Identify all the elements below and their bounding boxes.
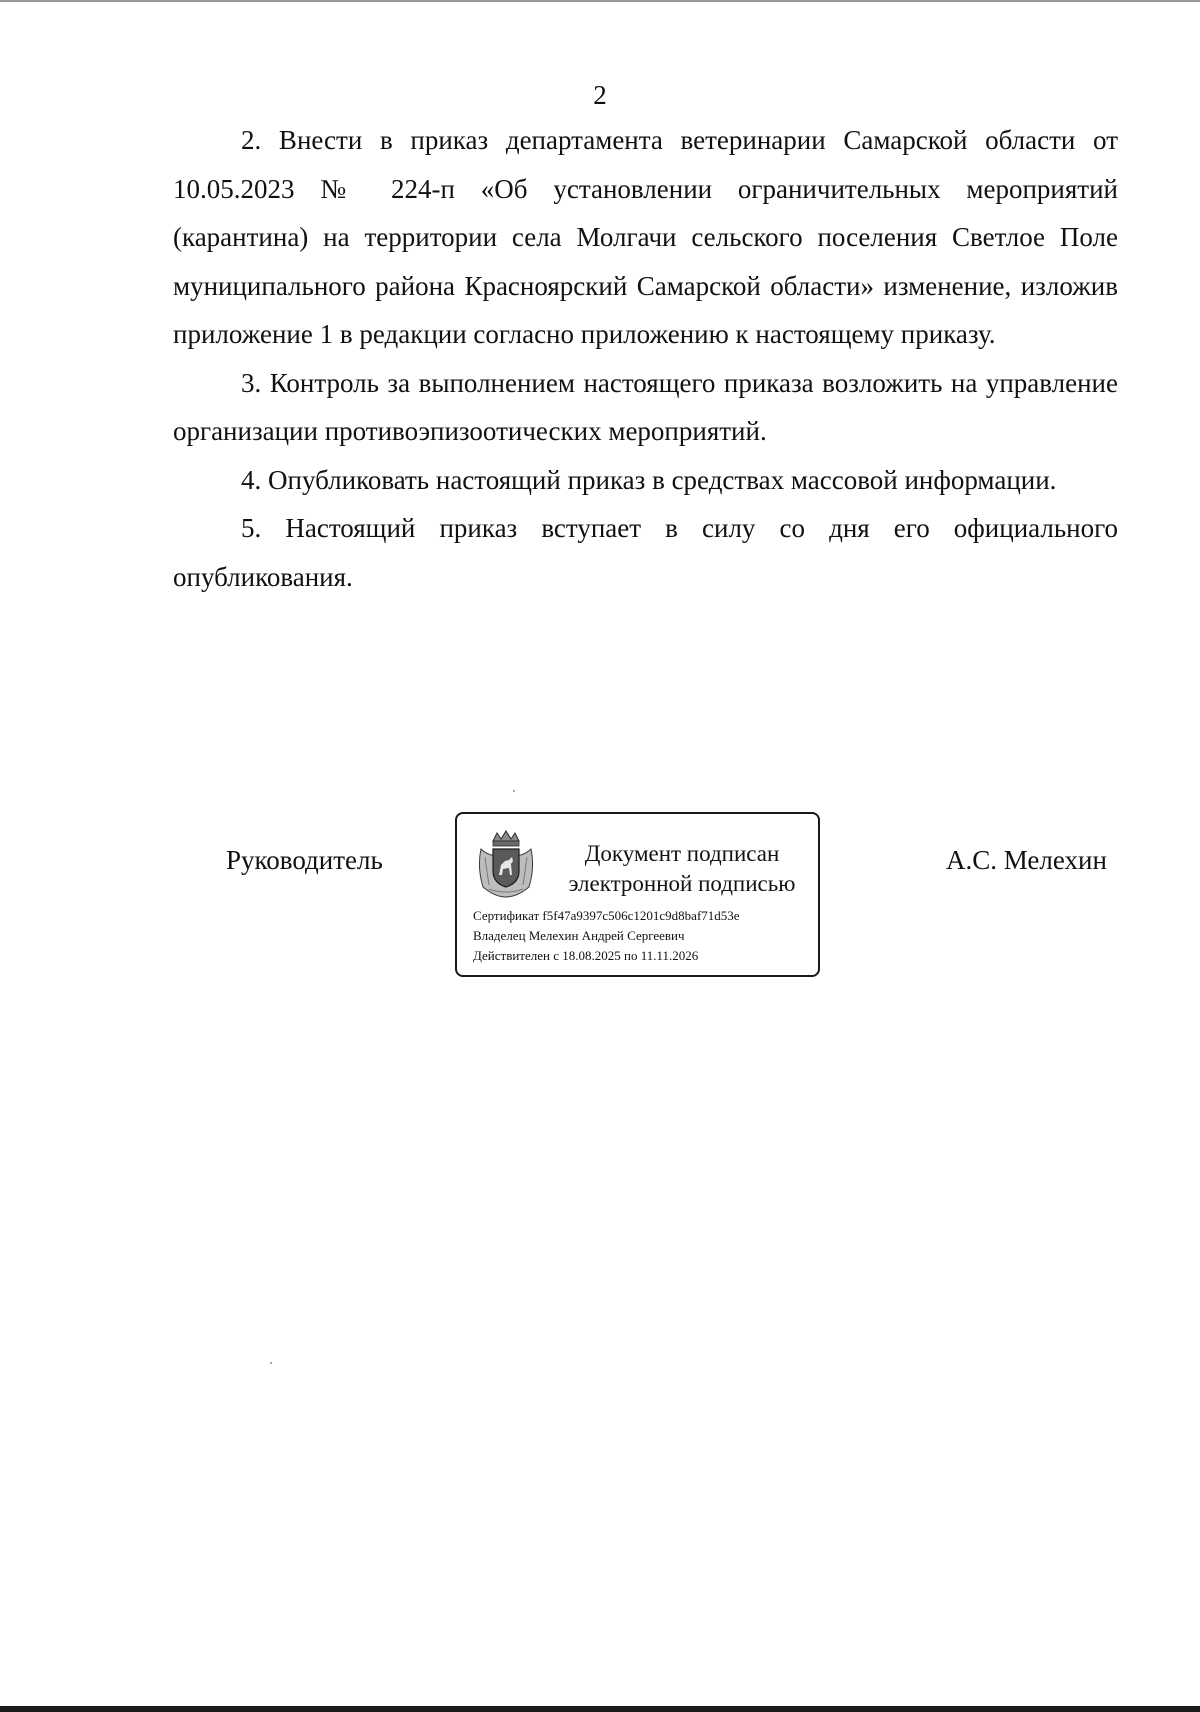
scan-bottom-edge bbox=[0, 1706, 1200, 1712]
stamp-owner: Владелец Мелехин Андрей Сергеевич bbox=[473, 928, 685, 943]
samara-region-coat-of-arms-icon bbox=[475, 827, 537, 899]
paragraph-item-4: 4. Опубликовать настоящий приказ в средствах массовой информации. bbox=[241, 464, 1057, 495]
electronic-signature-stamp bbox=[455, 812, 820, 977]
scan-speck bbox=[270, 1362, 272, 1364]
stamp-title-line-2: электронной подписью bbox=[568, 871, 796, 896]
signer-name: А.С. Мелехин bbox=[946, 845, 1107, 875]
paragraph-item-5: 5. Настоящий приказ вступает в силу со дня его официального опубликования. bbox=[173, 513, 1118, 592]
stamp-validity: Действителен с 18.08.2025 по 11.11.2026 bbox=[473, 948, 699, 963]
stamp-title-line-1: Документ подписан bbox=[584, 841, 780, 866]
page-number: 2 bbox=[593, 80, 607, 110]
signature-block bbox=[0, 810, 1200, 990]
scan-top-edge bbox=[0, 0, 1200, 2]
order-body bbox=[173, 116, 1118, 601]
stamp-certificate: Сертификат f5f47a9397c506c1201c9d8baf71d53e bbox=[473, 908, 740, 923]
paragraph-item-3: 3. Контроль за выполнением настоящего приказа возложить на управление организации противоэпизоотических мероприятий. bbox=[173, 367, 1118, 446]
scan-speck bbox=[513, 790, 515, 792]
paragraph-item-2: 2. Внести в приказ департамента ветеринарии Самарской области от 10.05.2023 № 224-п «Об установлении ограничительных мероприятий (карантина) на территории села Молгачи сельского поселения Светлое Поле муниципального района Красноярский Самарской области» изменение, изложив приложение 1 в редакции согласно приложению к настоящему приказу. bbox=[173, 125, 1118, 349]
signer-position: Руководитель bbox=[226, 845, 383, 875]
